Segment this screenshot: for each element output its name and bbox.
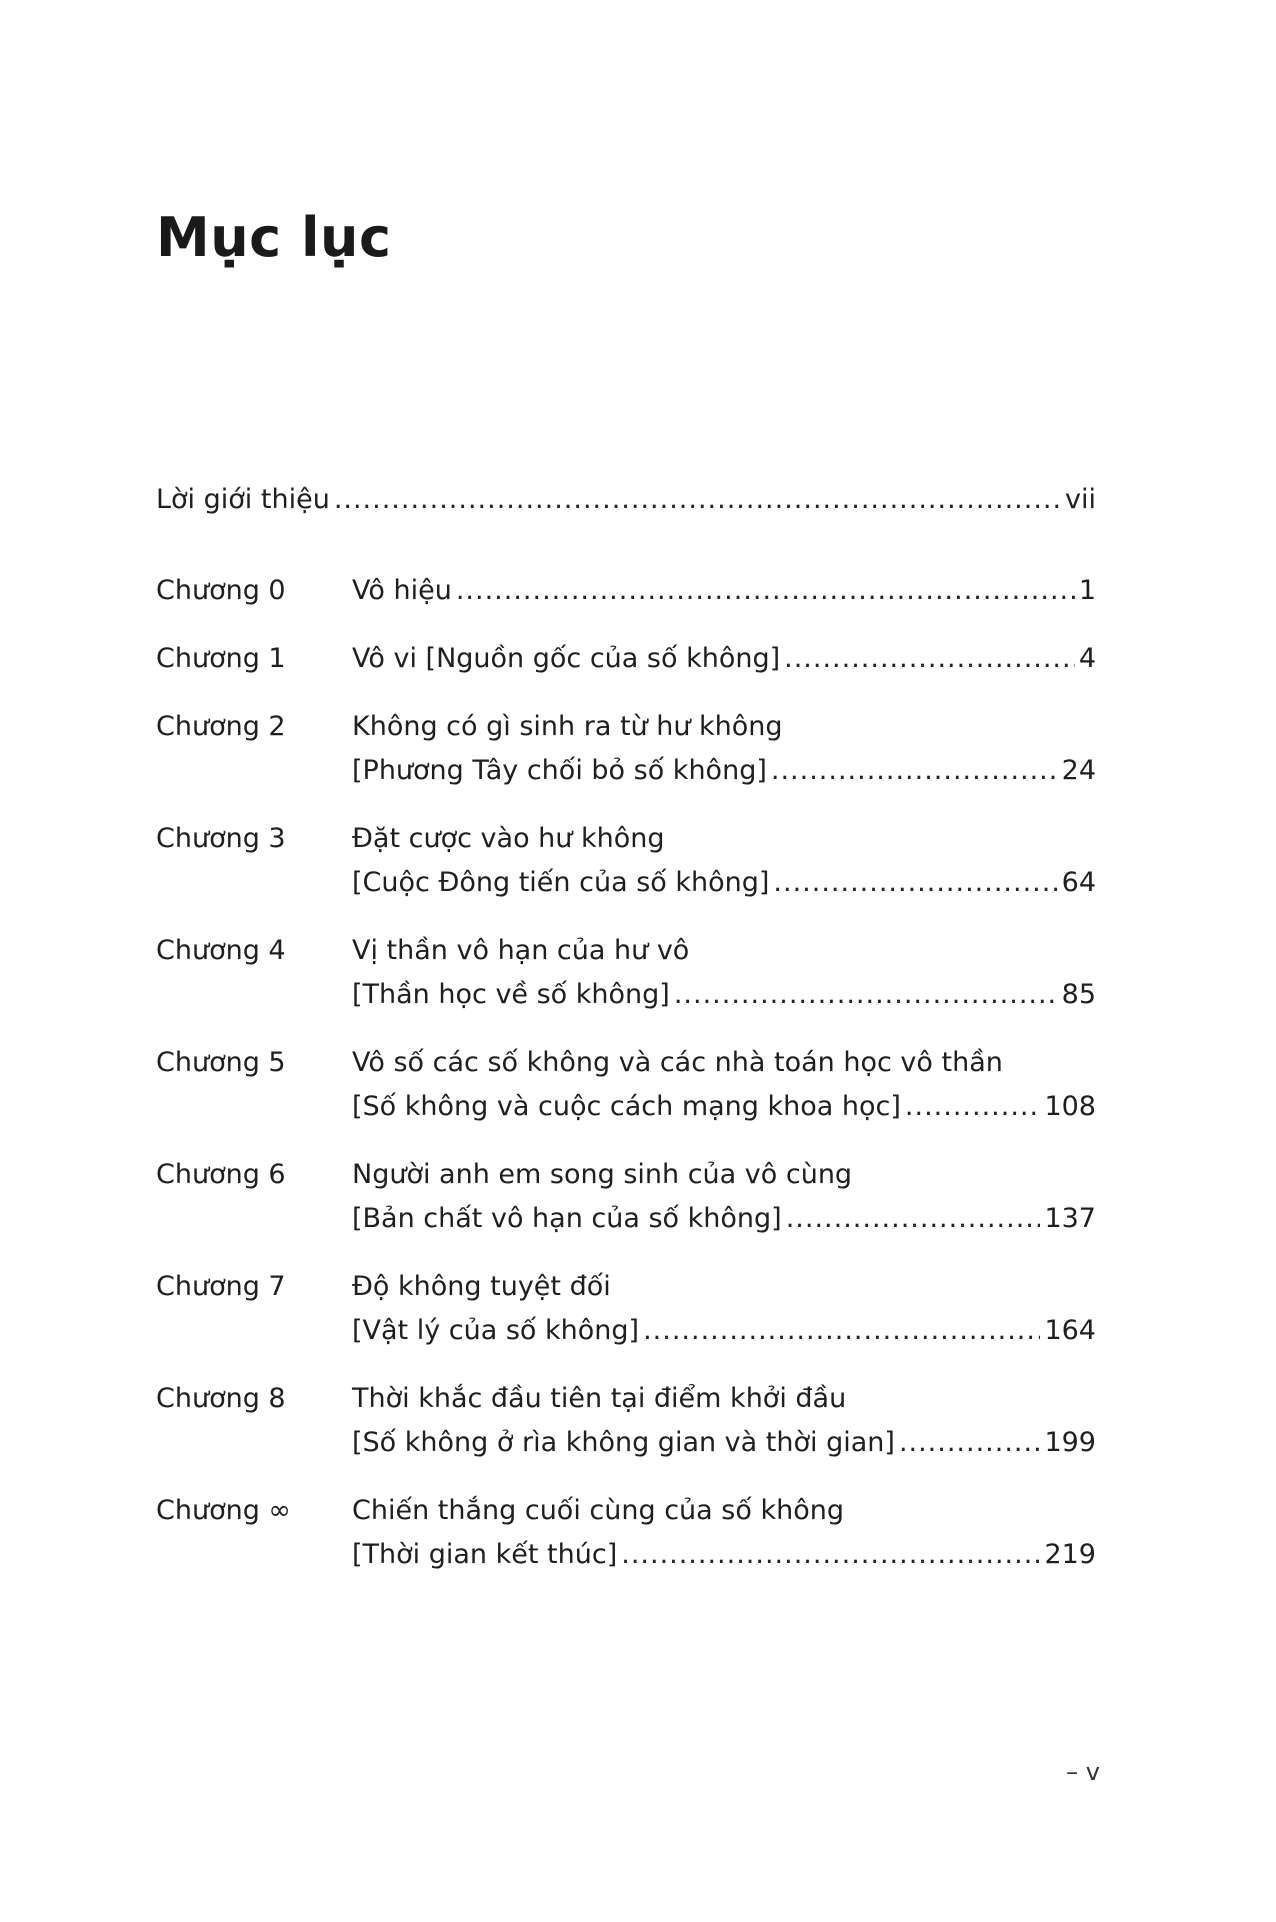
chapter-label: Chương 4 xyxy=(156,935,286,966)
dot-leader xyxy=(784,637,1075,681)
toc-chapter-0[interactable] xyxy=(156,569,1096,613)
chapter-label: Chương 8 xyxy=(156,1383,286,1414)
toc-entry-intro[interactable] xyxy=(156,478,1096,522)
dot-leader xyxy=(674,973,1058,1017)
toc-chapter-5[interactable] xyxy=(156,1041,1096,1129)
table-of-contents xyxy=(156,478,1096,1601)
toc-chapter-7[interactable] xyxy=(156,1265,1096,1353)
dot-leader xyxy=(786,1197,1041,1241)
chapter-title: Không có gì sinh ra từ hư không xyxy=(352,711,783,742)
toc-page-number: 4 xyxy=(1078,643,1096,674)
chapter-label: Chương 1 xyxy=(156,643,286,674)
chapter-subtitle: [Cuộc Đông tiến của số không] xyxy=(352,867,770,898)
chapter-label: Chương 7 xyxy=(156,1271,286,1302)
chapter-label: Chương 6 xyxy=(156,1159,286,1190)
chapter-label: Chương 5 xyxy=(156,1047,286,1078)
toc-page-number: 24 xyxy=(1061,755,1096,786)
dot-leader xyxy=(899,1421,1041,1465)
chapter-title: Thời khắc đầu tiên tại điểm khởi đầu xyxy=(352,1383,847,1414)
toc-page-number: 219 xyxy=(1044,1539,1096,1570)
chapter-subtitle: [Thần học về số không] xyxy=(352,979,670,1010)
chapter-label: Chương 3 xyxy=(156,823,286,854)
chapter-title: Người anh em song sinh của vô cùng xyxy=(352,1159,853,1190)
chapter-label: Chương 0 xyxy=(156,575,286,606)
toc-entry-title: Lời giới thiệu xyxy=(156,484,330,515)
toc-chapter-6[interactable] xyxy=(156,1153,1096,1241)
dot-leader xyxy=(643,1309,1040,1353)
chapter-subtitle: [Số không ở rìa không gian và thời gian] xyxy=(352,1427,895,1458)
toc-page-number: 137 xyxy=(1044,1203,1096,1234)
chapter-label: Chương ∞ xyxy=(156,1495,291,1526)
toc-chapter-infinity[interactable] xyxy=(156,1489,1096,1577)
chapter-subtitle: [Phương Tây chối bỏ số không] xyxy=(352,755,767,786)
toc-page-number: vii xyxy=(1065,484,1096,515)
dot-leader xyxy=(334,478,1061,522)
toc-page-number: 164 xyxy=(1044,1315,1096,1346)
page-folio: – v xyxy=(1066,1758,1100,1786)
toc-page-number: 85 xyxy=(1061,979,1096,1010)
toc-chapter-2[interactable] xyxy=(156,705,1096,793)
chapter-title: Đặt cược vào hư không xyxy=(352,823,665,854)
toc-page-number: 199 xyxy=(1044,1427,1096,1458)
toc-chapter-4[interactable] xyxy=(156,929,1096,1017)
toc-chapter-3[interactable] xyxy=(156,817,1096,905)
toc-chapter-1[interactable] xyxy=(156,637,1096,681)
dot-leader xyxy=(905,1085,1041,1129)
toc-chapter-8[interactable] xyxy=(156,1377,1096,1465)
toc-page-number: 1 xyxy=(1078,575,1096,606)
dot-leader xyxy=(771,749,1058,793)
chapter-subtitle: [Vật lý của số không] xyxy=(352,1315,640,1346)
chapter-label: Chương 2 xyxy=(156,711,286,742)
chapter-subtitle: [Thời gian kết thúc] xyxy=(352,1539,618,1570)
dot-leader xyxy=(621,1533,1040,1577)
toc-page-number: 64 xyxy=(1061,867,1096,898)
chapter-title: Độ không tuyệt đối xyxy=(352,1271,611,1302)
chapter-title: Vô số các số không và các nhà toán học vô thần xyxy=(352,1047,1003,1078)
dot-leader xyxy=(456,569,1075,613)
chapter-subtitle: [Bản chất vô hạn của số không] xyxy=(352,1203,782,1234)
chapter-subtitle: Vô hiệu xyxy=(352,575,452,606)
dot-leader xyxy=(773,861,1057,905)
chapter-subtitle: Vô vi [Nguồn gốc của số không] xyxy=(352,643,781,674)
page-title: Mục lục xyxy=(156,206,392,269)
chapter-subtitle: [Số không và cuộc cách mạng khoa học] xyxy=(352,1091,901,1122)
toc-page-number: 108 xyxy=(1044,1091,1096,1122)
chapter-title: Vị thần vô hạn của hư vô xyxy=(352,935,690,966)
chapter-title: Chiến thắng cuối cùng của số không xyxy=(352,1495,844,1526)
